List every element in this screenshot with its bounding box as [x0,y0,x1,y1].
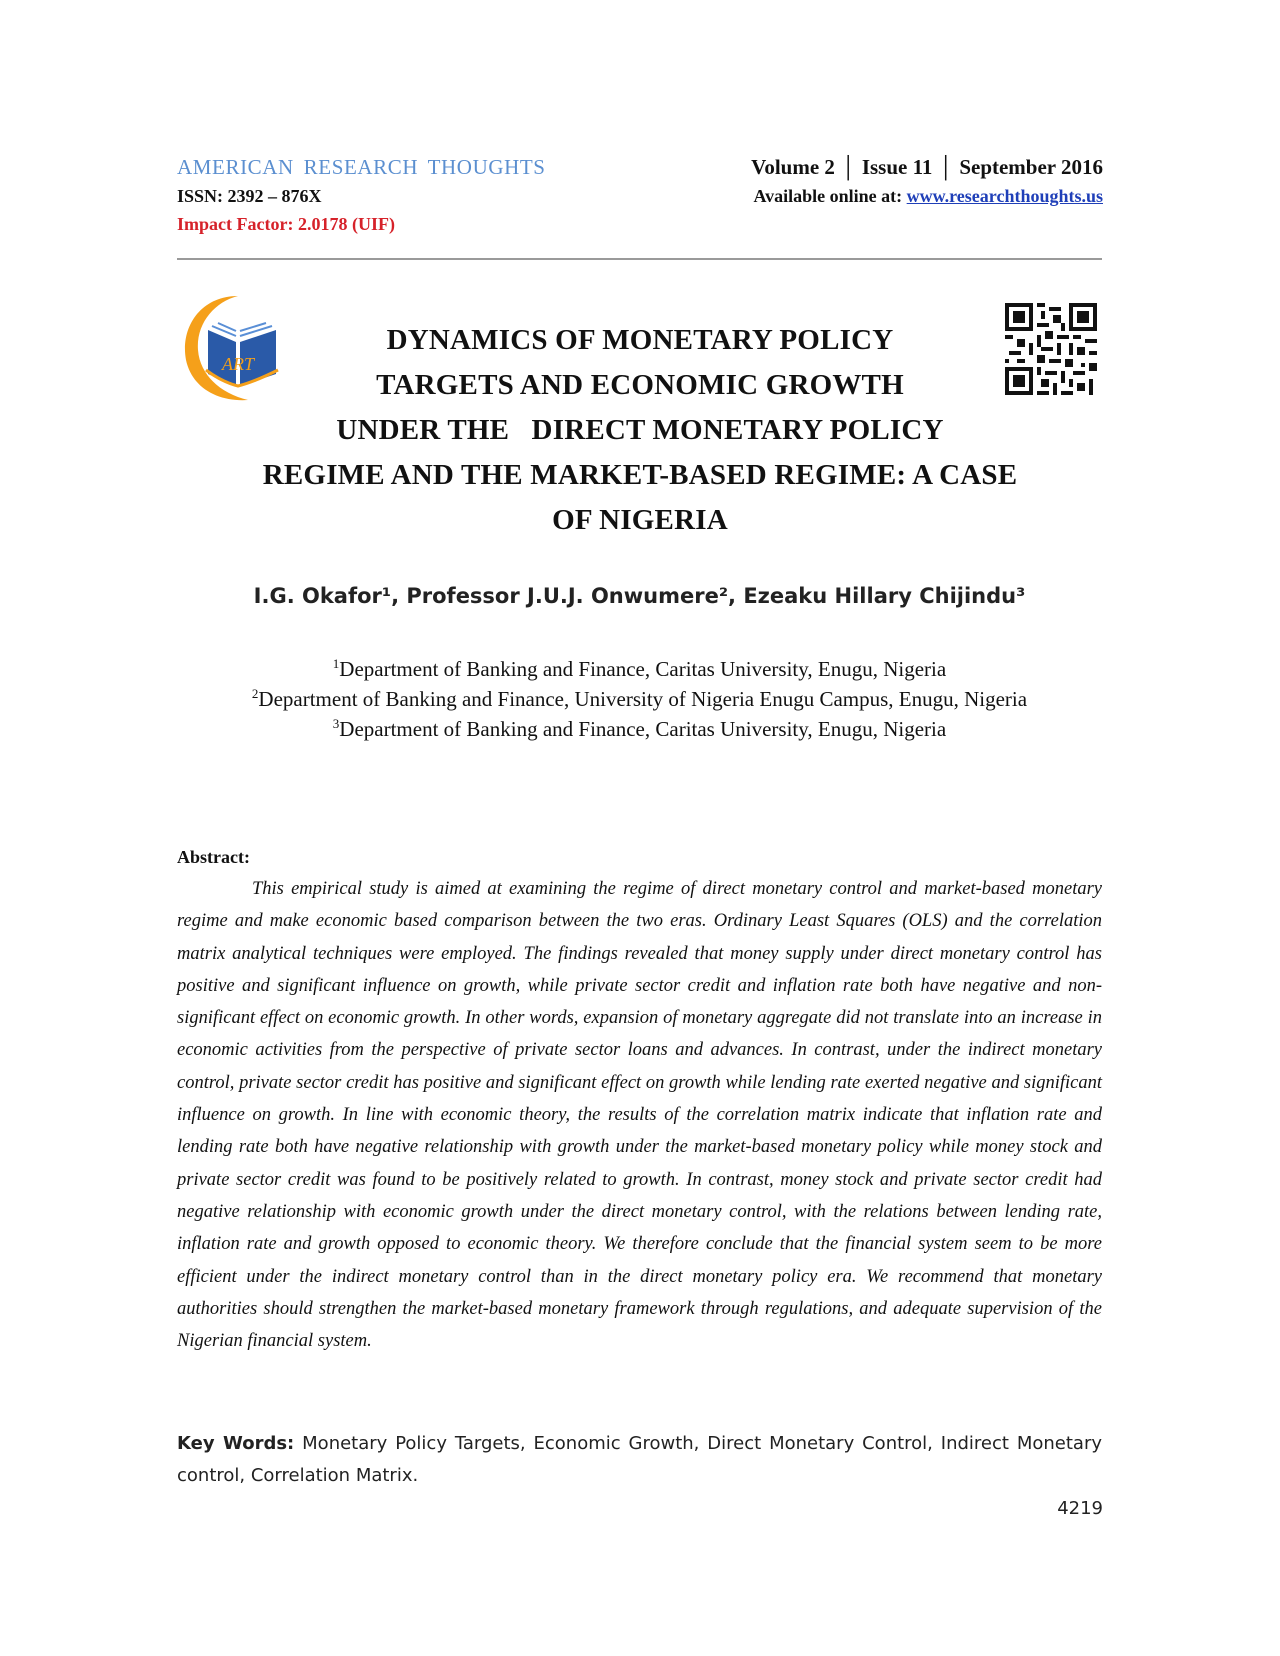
page-number: 4219 [1057,1498,1103,1519]
keywords [177,1428,1102,1492]
keywords-label: Key Words: [177,1433,295,1454]
paper-title [220,318,1060,543]
affiliation-number: 3 [332,716,340,731]
title-line: OF NIGERIA [552,504,728,536]
journal-name: AMERICAN RESEARCH THOUGHTS [177,155,546,179]
affiliation-text: Department of Banking and Finance, Caritas University, Enugu, Nigeria [339,657,947,681]
keywords-text: Monetary Policy Targets, Economic Growth, Direct Monetary Control, Indirect Monetary control, Correlation Matrix. [177,1433,1103,1486]
affiliation-text: Department of Banking and Finance, Caritas University, Enugu, Nigeria [339,717,947,741]
title-line: REGIME AND THE MARKET-BASED REGIME: A CASE [262,459,1018,491]
available-online [753,186,1103,207]
issue: Issue 11 [861,155,933,179]
title-line: DYNAMICS OF MONETARY POLICY [386,324,894,356]
affiliation-text: Department of Banking and Finance, University of Nigeria Enugu Campus, Enugu, Nigeria [258,687,1028,711]
abstract-heading: Abstract: [177,847,250,867]
volume: Volume 2 [751,155,835,179]
abstract-body: This empirical study is aimed at examining the regime of direct monetary control and market-based monetary regime and make economic based comparison between the two eras. Ordinary Least Squares (OLS) and the correlation matrix analytical techniques were employed. The findings revealed that money supply under direct monetary control has positive and significant influence on growth, while private sector credit and inflation rate both have negative and non-significant effect on economic growth. In other words, expansion of monetary aggregate did not translate into an increase in economic activities from the perspective of private sector loans and advances. In contrast, under the indirect monetary control, private sector credit has positive and significant effect on growth while lending rate exerted negative and significant influence on growth. In line with economic theory, the results of the correlation matrix indicate that inflation rate and lending rate both have negative relationship with growth under the market-based monetary policy while money stock and private sector credit was found to be positively related to growth. In contrast, money stock and private sector credit had negative relationship with economic growth under the direct monetary control, with the relations between lending rate, inflation rate and growth opposed to economic theory. We therefore conclude that the financial system seem to be more efficient under the indirect monetary control than in the direct monetary policy era. We recommend that monetary authorities should strengthen the market-based monetary framework through regulations, and adequate supervision of the Nigerian financial system. [177,879,1102,1352]
impact-factor: Impact Factor: 2.0178 (UIF) [177,214,395,234]
title-line: TARGETS AND ECONOMIC GROWTH [376,369,904,401]
affiliation-number: 2 [251,686,259,701]
affiliation [177,684,1102,714]
authors: I.G. Okafor¹, Professor J.U.J. Onwumere², Ezeaku Hillary Chijindu³ [253,584,1026,608]
affiliation [177,714,1102,744]
publication-date: September 2016 [959,155,1103,179]
title-line: UNDER THE DIRECT MONETARY POLICY [336,414,944,446]
affiliation-number: 1 [332,656,340,671]
website-link[interactable]: www.researchthoughts.us [906,186,1103,206]
affiliations [177,654,1102,744]
header-divider [177,258,1102,260]
issue-info: Volume 2 │ Issue 11 │ September 2016 [751,155,1103,179]
logo-text: ART [221,354,255,374]
affiliation [177,654,1102,684]
available-label: Available online at: [753,186,907,206]
issn: ISSN: 2392 – 876X [177,186,322,206]
